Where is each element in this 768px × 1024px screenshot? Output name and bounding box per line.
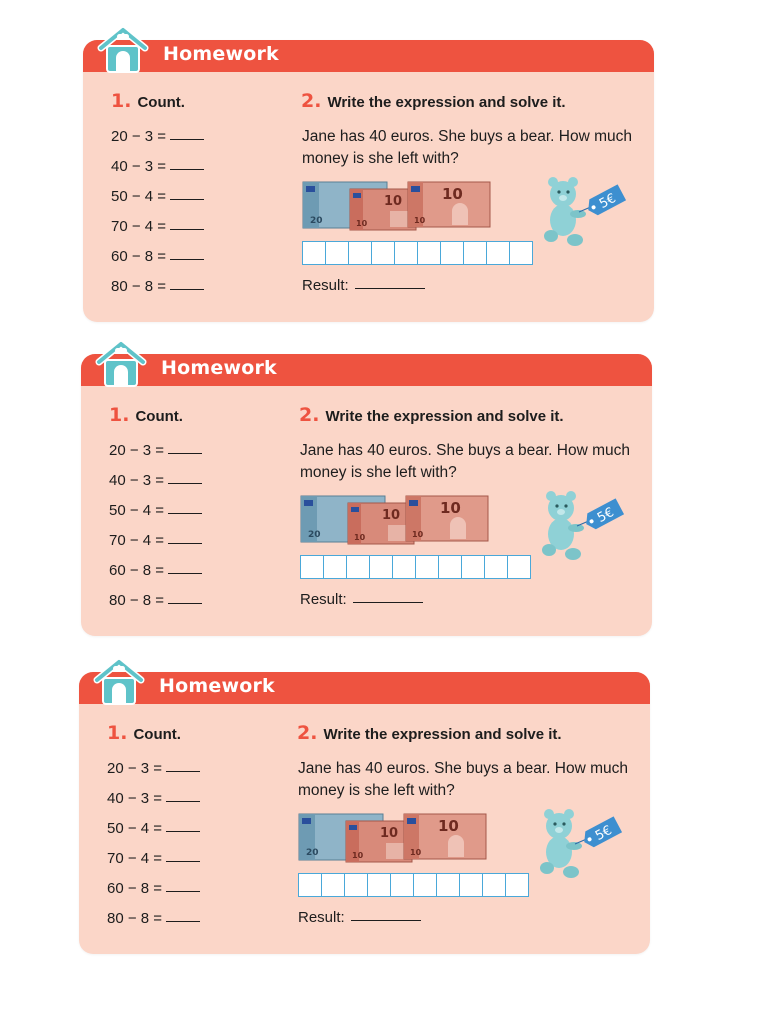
answer-blank[interactable] xyxy=(170,168,204,170)
exercise-2[interactable]: 40 − 3 = xyxy=(107,790,200,807)
price-tag-icon xyxy=(582,498,624,532)
price-tag-icon xyxy=(580,816,622,850)
svg-text:10: 10 xyxy=(440,499,461,517)
answer-blank[interactable] xyxy=(166,860,200,862)
result-label: Result: xyxy=(300,591,347,608)
question-1-label: Count. xyxy=(135,408,183,425)
exercise-6[interactable]: 80 − 8 = xyxy=(111,278,204,295)
question-2-heading xyxy=(299,404,564,426)
question-1-label: Count. xyxy=(133,726,181,743)
svg-text:20: 20 xyxy=(310,216,323,226)
banknote-10-icon xyxy=(404,814,486,859)
question-2-label: Write the expression and solve it. xyxy=(323,726,562,743)
card-title: Homework xyxy=(159,675,275,697)
banknote-10-icon xyxy=(406,496,488,541)
exercise-4[interactable]: 70 − 4 = xyxy=(109,532,202,549)
homework-card-1 xyxy=(83,40,654,322)
price-tag-icon xyxy=(584,184,626,218)
question-1-label: Count. xyxy=(137,94,185,111)
exercise-3[interactable]: 50 − 4 = xyxy=(109,502,202,519)
result-row xyxy=(300,591,423,608)
answer-blank[interactable] xyxy=(166,890,200,892)
svg-text:5€: 5€ xyxy=(594,504,617,526)
question-2-number: 2. xyxy=(299,404,320,426)
card-title: Homework xyxy=(161,357,277,379)
svg-text:10: 10 xyxy=(380,826,399,841)
question-1-heading xyxy=(111,90,185,112)
answer-blank[interactable] xyxy=(170,288,204,290)
result-label: Result: xyxy=(298,909,345,926)
question-1-number: 1. xyxy=(107,722,128,744)
exercise-4[interactable]: 70 − 4 = xyxy=(107,850,200,867)
question-2-label: Write the expression and solve it. xyxy=(325,408,564,425)
answer-blank[interactable] xyxy=(168,602,202,604)
svg-text:10: 10 xyxy=(410,848,422,857)
svg-text:10: 10 xyxy=(352,851,364,860)
svg-text:20: 20 xyxy=(306,848,319,858)
svg-text:10: 10 xyxy=(382,508,401,523)
question-1-number: 1. xyxy=(111,90,132,112)
answer-blank[interactable] xyxy=(170,228,204,230)
answer-blank[interactable] xyxy=(166,830,200,832)
svg-text:10: 10 xyxy=(438,817,459,835)
svg-text:10: 10 xyxy=(356,219,368,228)
homework-card-3 xyxy=(79,672,650,954)
exercise-6[interactable]: 80 − 8 = xyxy=(107,910,200,927)
svg-text:20: 20 xyxy=(308,530,321,540)
doghouse-icon xyxy=(97,26,149,74)
result-label: Result: xyxy=(302,277,349,294)
exercise-1[interactable]: 20 − 3 = xyxy=(109,442,202,459)
exercise-3[interactable]: 50 − 4 = xyxy=(107,820,200,837)
svg-text:10: 10 xyxy=(354,533,366,542)
answer-blank[interactable] xyxy=(168,482,202,484)
banknote-10-icon xyxy=(350,189,416,230)
question-2-heading xyxy=(297,722,562,744)
banknote-10-icon xyxy=(346,821,412,862)
svg-text:5€: 5€ xyxy=(592,822,615,844)
card-title: Homework xyxy=(163,43,279,65)
question-2-heading xyxy=(301,90,566,112)
question-2-number: 2. xyxy=(301,90,322,112)
svg-text:10: 10 xyxy=(384,194,403,209)
answer-blank[interactable] xyxy=(170,258,204,260)
word-problem: Jane has 40 euros. She buys a bear. How much money is she left with? xyxy=(298,760,629,799)
doghouse-icon xyxy=(95,340,147,388)
answer-blank[interactable] xyxy=(170,138,204,140)
euro-banknotes-image xyxy=(302,181,492,231)
svg-text:10: 10 xyxy=(414,216,426,225)
teddy-bear-icon xyxy=(541,176,641,248)
answer-blank[interactable] xyxy=(168,542,202,544)
exercise-5[interactable]: 60 − 8 = xyxy=(111,248,204,265)
answer-boxes[interactable] xyxy=(300,555,531,579)
answer-boxes[interactable] xyxy=(298,873,529,897)
question-2-label: Write the expression and solve it. xyxy=(327,94,566,111)
question-1-number: 1. xyxy=(109,404,130,426)
svg-text:5€: 5€ xyxy=(596,190,619,212)
question-1-heading xyxy=(107,722,181,744)
answer-blank[interactable] xyxy=(166,800,200,802)
word-problem: Jane has 40 euros. She buys a bear. How much money is she left with? xyxy=(300,442,631,481)
homework-card-2 xyxy=(81,354,652,636)
answer-blank[interactable] xyxy=(168,452,202,454)
exercise-5[interactable]: 60 − 8 = xyxy=(107,880,200,897)
doghouse-icon xyxy=(93,658,145,706)
exercise-4[interactable]: 70 − 4 = xyxy=(111,218,204,235)
svg-text:10: 10 xyxy=(442,185,463,203)
result-blank[interactable] xyxy=(351,919,421,921)
answer-blank[interactable] xyxy=(168,572,202,574)
exercise-1[interactable]: 20 − 3 = xyxy=(111,128,204,145)
result-row xyxy=(302,277,425,294)
teddy-bear-icon xyxy=(537,808,637,880)
exercise-5[interactable]: 60 − 8 = xyxy=(109,562,202,579)
answer-blank[interactable] xyxy=(166,770,200,772)
question-1-heading xyxy=(109,404,183,426)
exercise-2[interactable]: 40 − 3 = xyxy=(109,472,202,489)
exercise-6[interactable]: 80 − 8 = xyxy=(109,592,202,609)
euro-banknotes-image xyxy=(300,495,490,545)
exercise-1[interactable]: 20 − 3 = xyxy=(107,760,200,777)
answer-blank[interactable] xyxy=(166,920,200,922)
word-problem: Jane has 40 euros. She buys a bear. How much money is she left with? xyxy=(302,128,633,167)
teddy-bear-icon xyxy=(539,490,639,562)
result-blank[interactable] xyxy=(355,287,425,289)
question-2-number: 2. xyxy=(297,722,318,744)
answer-blank[interactable] xyxy=(168,512,202,514)
result-row xyxy=(298,909,421,926)
result-blank[interactable] xyxy=(353,601,423,603)
answer-blank[interactable] xyxy=(170,198,204,200)
banknote-10-icon xyxy=(408,182,490,227)
exercise-3[interactable]: 50 − 4 = xyxy=(111,188,204,205)
svg-text:10: 10 xyxy=(412,530,424,539)
euro-banknotes-image xyxy=(298,813,488,863)
banknote-10-icon xyxy=(348,503,414,544)
exercise-2[interactable]: 40 − 3 = xyxy=(111,158,204,175)
answer-boxes[interactable] xyxy=(302,241,533,265)
